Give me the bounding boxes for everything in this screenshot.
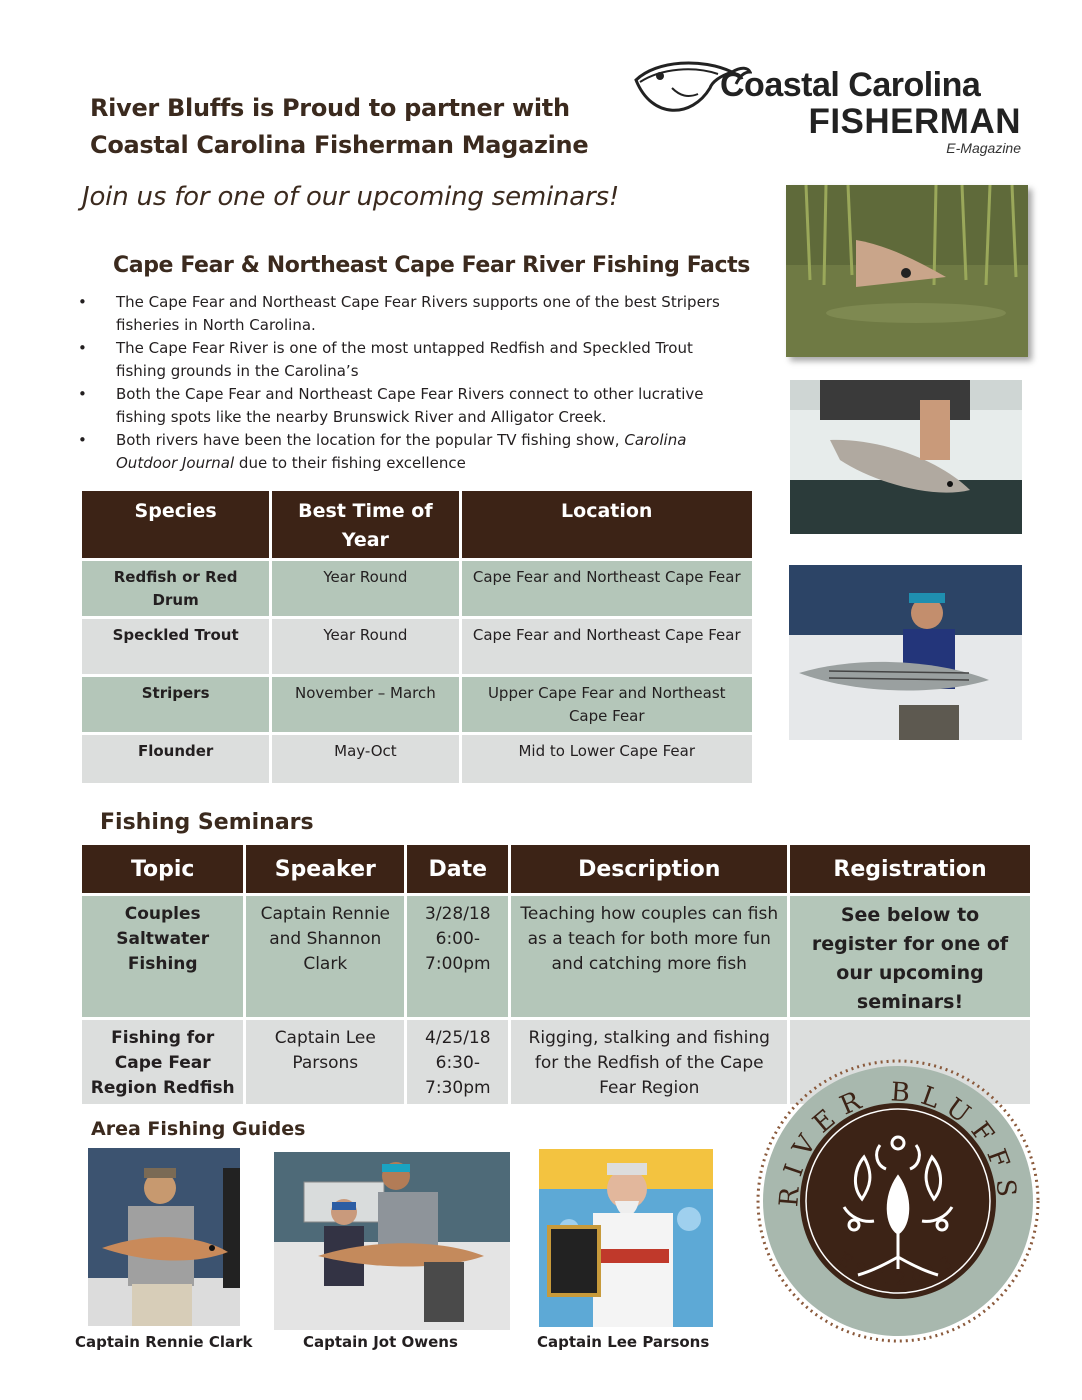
fishing-seminars-title: Fishing Seminars xyxy=(100,810,314,835)
time-cell: Year Round xyxy=(272,619,458,674)
location-cell: Mid to Lower Cape Fear xyxy=(462,735,753,783)
seal-name-text: RIVER BLUFFS xyxy=(774,1077,1022,1208)
partner-heading-line-2: Coastal Carolina Fisherman Magazine xyxy=(90,131,589,159)
speaker-cell: Captain Lee Parsons xyxy=(246,1020,404,1104)
table-row xyxy=(82,896,1030,1017)
time-cell: Year Round xyxy=(272,561,458,616)
guide-caption-lee-parsons: Captain Lee Parsons xyxy=(537,1333,710,1351)
species-cell: Flounder xyxy=(82,735,269,783)
seal-est-text: EST.2013 xyxy=(833,1248,963,1290)
best-time-header: Best Time of Year xyxy=(272,491,458,558)
fact-bullet xyxy=(78,429,738,475)
table-row xyxy=(82,735,752,783)
location-cell: Upper Cape Fear and Northeast Cape Fear xyxy=(462,677,753,732)
fact-text: Both rivers have been the location for the popular TV fishing show, xyxy=(116,431,625,449)
species-cell: Speckled Trout xyxy=(82,619,269,674)
location-header: Location xyxy=(462,491,753,558)
fact-bullet: • Both the Cape Fear and Northeast Cape Fear Rivers connect to other lucrative fishing spots like the nearby Brunswick River and Alligator Creek. xyxy=(78,383,738,429)
redfish-tail-photo xyxy=(786,185,1028,357)
location-cell: Cape Fear and Northeast Cape Fear xyxy=(462,619,753,674)
guide-caption-jot-owens: Captain Jot Owens xyxy=(303,1333,458,1351)
partner-heading-line-1: River Bluffs is Proud to partner with xyxy=(90,94,570,122)
topic-cell: Couples Saltwater Fishing xyxy=(82,896,243,1017)
fact-bullet: • The Cape Fear and Northeast Cape Fear Rivers supports one of the best Stripers fisheries in North Carolina. xyxy=(78,291,738,337)
logo-text-fisherman: FISHERMAN xyxy=(808,102,1021,141)
guide-photo-jot-owens xyxy=(274,1152,510,1330)
registration-cell: See below to register for one of our upcoming seminars! xyxy=(790,896,1030,1017)
coastal-carolina-fisherman-logo xyxy=(632,58,1027,158)
table-row xyxy=(82,677,752,732)
logo-text-e-magazine: E-Magazine xyxy=(946,140,1021,156)
species-table xyxy=(79,488,755,786)
striper-catch-photo xyxy=(789,565,1022,740)
river-bluffs-seal-logo xyxy=(754,1057,1042,1345)
species-cell: Stripers xyxy=(82,677,269,732)
description-cell: Rigging, stalking and fishing for the Redfish of the Cape Fear Region xyxy=(511,1020,787,1104)
date-cell: 3/28/18 6:00-7:00pm xyxy=(407,896,508,1017)
redfish-release-photo xyxy=(790,380,1022,534)
tv-show-title: Carolina Outdoor Journal xyxy=(116,431,687,472)
fishing-facts-title: Cape Fear & Northeast Cape Fear River Fishing Facts xyxy=(113,253,750,278)
time-cell: November – March xyxy=(272,677,458,732)
guide-photo-rennie-clark xyxy=(88,1148,240,1326)
description-cell: Teaching how couples can fish as a teach for both more fun and catching more fish xyxy=(511,896,787,1017)
fact-bullet: • The Cape Fear River is one of the most untapped Redfish and Speckled Trout fishing grounds in the Carolina’s xyxy=(78,337,738,383)
description-header: Description xyxy=(511,845,787,893)
speaker-header: Speaker xyxy=(246,845,404,893)
guide-caption-rennie-clark: Captain Rennie Clark xyxy=(75,1333,253,1351)
date-header: Date xyxy=(407,845,508,893)
registration-header: Registration xyxy=(790,845,1030,893)
area-fishing-guides-title: Area Fishing Guides xyxy=(91,1118,306,1140)
species-cell: Redfish or Red Drum xyxy=(82,561,269,616)
guide-photo-lee-parsons xyxy=(539,1149,713,1327)
date-cell: 4/25/18 6:30-7:30pm xyxy=(407,1020,508,1104)
time-cell: May-Oct xyxy=(272,735,458,783)
topic-header: Topic xyxy=(82,845,243,893)
fact-text: due to their fishing excellence xyxy=(234,454,466,472)
location-cell: Cape Fear and Northeast Cape Fear xyxy=(462,561,753,616)
table-row xyxy=(82,561,752,616)
speaker-cell: Captain Rennie and Shannon Clark xyxy=(246,896,404,1017)
seminar-tagline: Join us for one of our upcoming seminars! xyxy=(82,182,620,212)
table-row xyxy=(82,619,752,674)
logo-text-coastal-carolina: Coastal Carolina xyxy=(720,66,981,104)
species-header: Species xyxy=(82,491,269,558)
topic-cell: Fishing for Cape Fear Region Redfish xyxy=(82,1020,243,1104)
fishing-facts-list xyxy=(78,291,738,475)
